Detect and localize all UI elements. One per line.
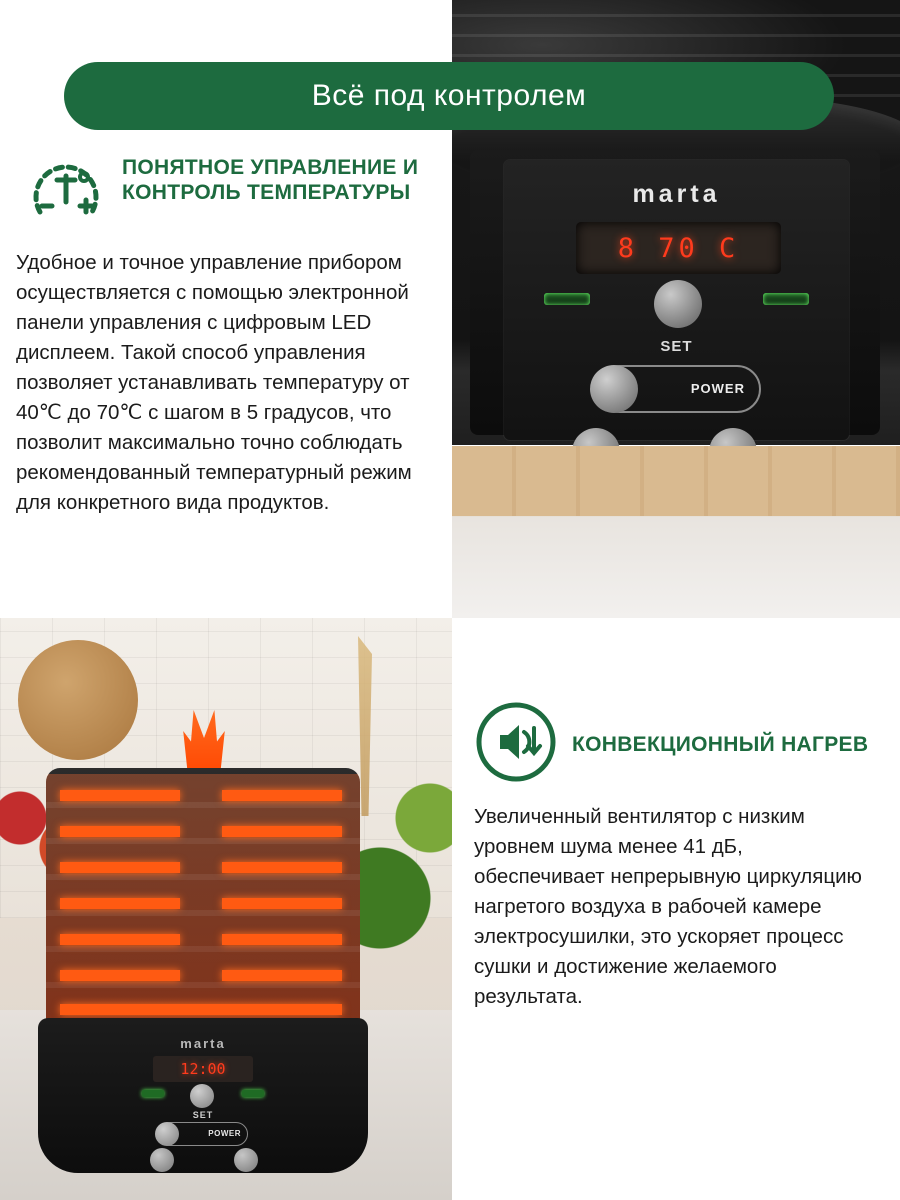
base-power-button[interactable] xyxy=(155,1122,179,1146)
feature-block-convection xyxy=(452,700,900,1012)
base-led-display xyxy=(153,1056,253,1082)
banner-title: Всё под контролем xyxy=(311,79,587,112)
feature-body-text: Удобное и точное управление прибором осуществляется с помощью электронной панели управления с цифровым LED дисплеем. Такой способ управления позволяет устанавливать температуру от 40℃ до 70℃ с шагом в 5 градусов, что позволит максимально точно соблюдать рекомендованный температурный режим для конкретного вида продуктов. xyxy=(16,251,412,514)
cutting-board xyxy=(18,640,138,760)
feature-block-temperature xyxy=(0,150,452,518)
feature-body-text: Увеличенный вентилятор с низким уровнем шума менее 41 дБ, обеспечивает непрерывную циркуляцию нагретого воздуха в рабочей камере электросушилки, это ускоряет процесс сушки и достижение желаемого результата. xyxy=(474,805,862,1008)
counter-surface xyxy=(452,446,900,618)
base-power-label: POWER xyxy=(208,1129,241,1138)
power-control-group xyxy=(596,365,761,413)
airflow-arrows xyxy=(46,774,360,1026)
base-led-display-value: 12:00 xyxy=(180,1060,226,1078)
speaker-low-noise-icon xyxy=(474,700,558,784)
device-base xyxy=(38,1018,368,1173)
base-brand-logo: marta xyxy=(180,1036,226,1051)
feature-header xyxy=(0,150,452,234)
base-plus-button[interactable] xyxy=(234,1148,258,1172)
power-button[interactable] xyxy=(590,365,638,413)
base-set-button[interactable] xyxy=(190,1084,214,1108)
set-button[interactable] xyxy=(654,280,702,328)
kitchen-airflow-photo xyxy=(0,618,452,1200)
base-set-label: SET xyxy=(192,1110,214,1120)
led-display xyxy=(576,222,781,274)
indicator-led-left xyxy=(544,293,590,305)
header-banner xyxy=(64,62,834,130)
feature-title: ПОНЯТНОЕ УПРАВЛЕНИЕ И КОНТРОЛЬ ТЕМПЕРАТУРЫ xyxy=(122,156,419,204)
feature-title: КОНВЕКЦИОННЫЙ НАГРЕВ xyxy=(572,733,869,756)
power-button-label: POWER xyxy=(690,381,745,396)
indicator-led-right xyxy=(763,293,809,305)
thermometer-gauge-icon xyxy=(24,150,108,234)
led-display-value: 8 70 C xyxy=(617,232,740,264)
base-power-group xyxy=(158,1122,248,1146)
feature-header xyxy=(452,700,900,784)
set-button-label: SET xyxy=(660,338,693,355)
brand-logo: marta xyxy=(632,180,721,208)
dehydrator-device xyxy=(38,768,368,1173)
control-panel-face xyxy=(504,160,849,440)
base-indicator-led-right xyxy=(242,1090,264,1097)
base-minus-button[interactable] xyxy=(150,1148,174,1172)
base-indicator-led-left xyxy=(142,1090,164,1097)
